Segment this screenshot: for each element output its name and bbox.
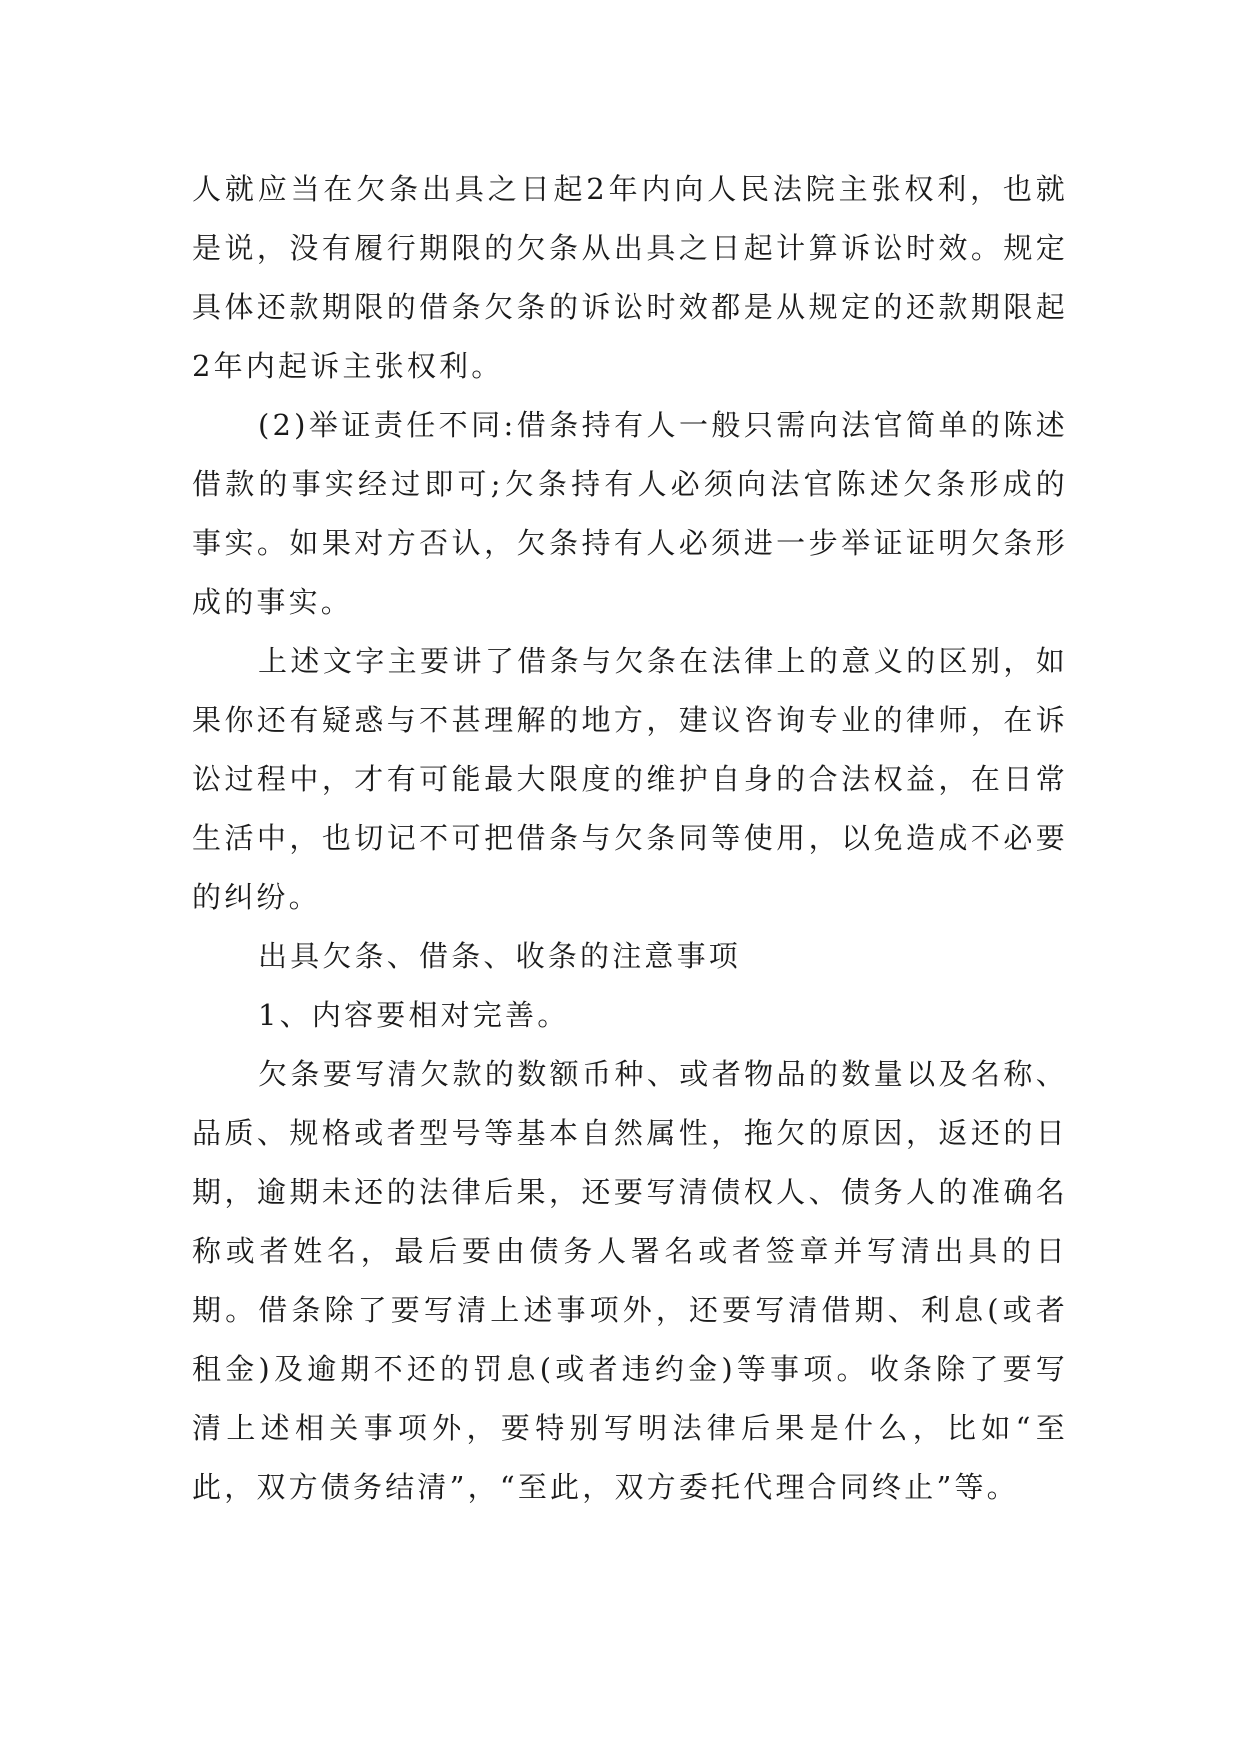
paragraph-summary: 上述文字主要讲了借条与欠条在法律上的意义的区别，如果你还有疑惑与不甚理解的地方，建议咨询专业的律师，在诉讼过程中，才有可能最大限度的维护自身的合法权益，在日常生活中，也切记不可把借条与欠条同等使用，以免造成不必要的纠纷。 [192,644,1068,914]
document-body [192,160,1068,1517]
paragraph-burden-of-proof: (2)举证责任不同:借条持有人一般只需向法官简单的陈述借款的事实经过即可;欠条持有人必须向法官陈述欠条形成的事实。如果对方否认，欠条持有人必须进一步举证证明欠条形成的事实。 [192,408,1068,619]
paragraph-iou-requirements: 欠条要写清欠款的数额币种、或者物品的数量以及名称、品质、规格或者型号等基本自然属性，拖欠的原因，返还的日期，逾期未还的法律后果，还要写清债权人、债务人的准确名称或者姓名，最后要由债务人署名或者签章并写清出具的日期。借条除了要写清上述事项外，还要写清借期、利息(或者租金)及逾期不还的罚息(或者违约金)等事项。收条除了要写清上述相关事项外，要特别写明法律后果是什么，比如“至此，双方债务结清”，“至此，双方委托代理合同终止”等。 [192,1057,1068,1504]
section-heading-notes: 出具欠条、借条、收条的注意事项 [258,939,742,973]
paragraph-limitation-period: 人就应当在欠条出具之日起2年内向人民法院主张权利，也就是说，没有履行期限的欠条从出具之日起计算诉讼时效。规定具体还款期限的借条欠条的诉讼时效都是从规定的还款期限起2年内起诉主张权利。 [192,172,1068,383]
list-item-content-complete: 1、内容要相对完善。 [258,998,570,1032]
